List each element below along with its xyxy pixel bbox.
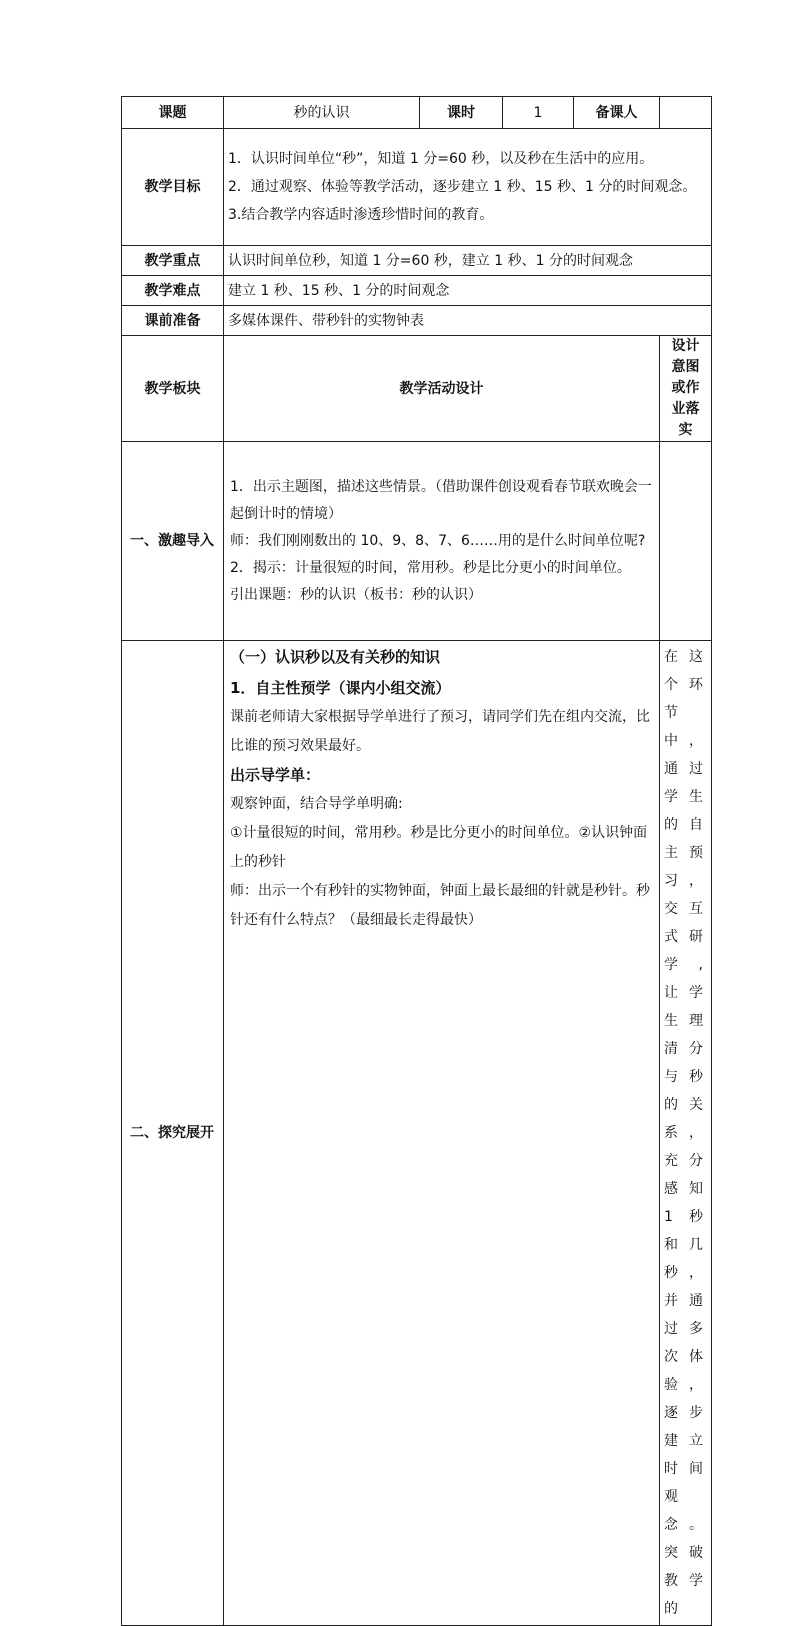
goals-row [122, 129, 712, 246]
period-value: 1 [503, 97, 574, 129]
section-intro-label: 一、激趣导入 [122, 442, 224, 641]
goal-item: 2．通过观察、体验等教学活动，逐步建立 1 秒、15 秒、1 分的时间观念。 [228, 179, 697, 195]
preparation-value: 多媒体课件、带秒针的实物钟表 [224, 306, 712, 336]
header-row [122, 97, 712, 129]
intro-line: 师：我们刚刚数出的 10、9、8、7、6……用的是什么时间单位呢? [230, 532, 646, 549]
guide-line: 师：出示一个有秒针的实物钟面，钟面上最长最细的针就是秒针。秒针还有什么特点？（最细最长走得最快） [230, 883, 650, 928]
section-intro-content [224, 442, 660, 641]
key-points-value: 认识时间单位秒，知道 1 分=60 秒，建立 1 秒、1 分的时间观念 [224, 246, 712, 276]
goals-label: 教学目标 [122, 129, 224, 246]
explore-subheading: 1．自主性预学（课内小组交流） [230, 679, 451, 697]
guide-line: 观察钟面，结合导学单明确: [230, 796, 403, 812]
section-intro-note [660, 442, 712, 641]
intro-line: 引出课题：秒的认识（板书：秒的认识） [230, 586, 482, 603]
preparation-row [122, 306, 712, 336]
section-explore-row [122, 641, 712, 1626]
guide-title: 出示导学单： [230, 766, 321, 784]
section-explore-label: 二、探究展开 [122, 641, 224, 1626]
difficulty-value: 建立 1 秒、15 秒、1 分的时间观念 [224, 276, 712, 306]
intro-line: 2．揭示：计量很短的时间，常用秒。秒是比分更小的时间单位。 [230, 559, 631, 576]
guide-line: ①计量很短的时间，常用秒。秒是比分更小的时间单位。②认识钟面上的秒针 [230, 825, 648, 870]
goal-item: 1．认识时间单位“秒”，知道 1 分=60 秒，以及秒在生活中的应用。 [228, 151, 654, 167]
column-head-activity: 教学活动设计 [224, 336, 660, 442]
goal-item: 3.结合教学内容适时渗透珍惜时间的教育。 [228, 207, 494, 223]
goals-cell [224, 129, 712, 246]
explore-heading: （一）认识秒以及有关秒的知识 [230, 648, 441, 666]
table-head-row [122, 336, 712, 442]
section-explore-note: 在这个环节中，通过学生的自主预习，交互式研学,让学生理清分与秒的关系，充分感知 1 秒和几秒，并通过多次体验，逐步建立时间观念。突破教学的 [660, 641, 712, 1626]
key-points-label: 教学重点 [122, 246, 224, 276]
teacher-value [660, 97, 712, 129]
period-label: 课时 [420, 97, 503, 129]
key-points-row [122, 246, 712, 276]
section-intro-row [122, 442, 712, 641]
explore-intro: 课前老师请大家根据导学单进行了预习，请同学们先在组内交流，比比谁的预习效果最好。 [230, 709, 650, 754]
lesson-plan-table [121, 96, 712, 1626]
topic-value: 秒的认识 [224, 97, 420, 129]
teacher-label: 备课人 [574, 97, 660, 129]
intro-line: 1．出示主题图，描述这些情景。（借助课件创设观看春节联欢晚会一起倒计时的情境） [230, 478, 652, 522]
column-head-block: 教学板块 [122, 336, 224, 442]
difficulty-row [122, 276, 712, 306]
difficulty-label: 教学难点 [122, 276, 224, 306]
column-head-intent: 设计意图或作业落实 [660, 336, 712, 442]
preparation-label: 课前准备 [122, 306, 224, 336]
section-explore-content [224, 641, 660, 1626]
topic-label: 课题 [122, 97, 224, 129]
